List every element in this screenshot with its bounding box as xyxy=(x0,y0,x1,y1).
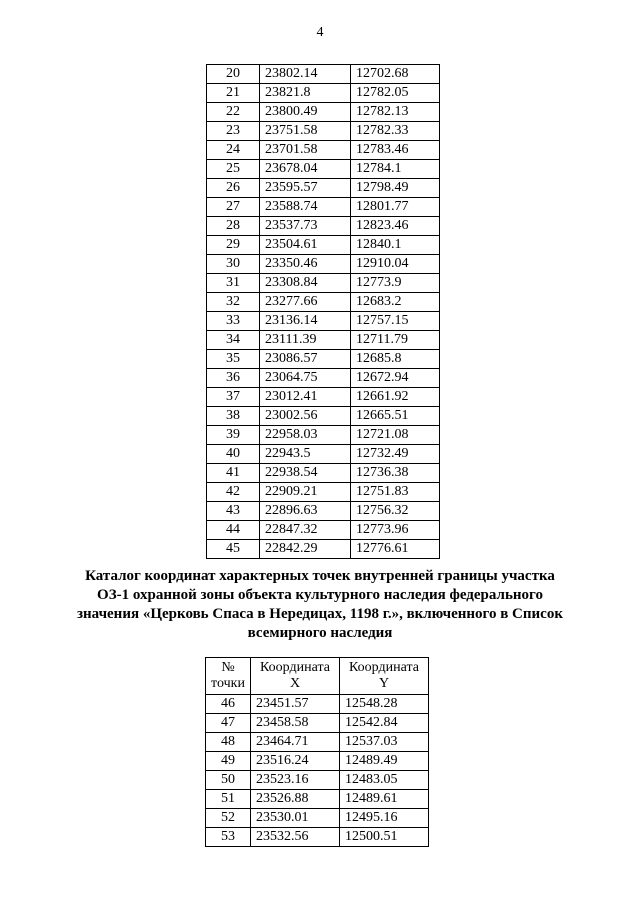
table-row xyxy=(207,179,440,198)
coordinate-y-cell: 12783.46 xyxy=(351,141,440,160)
coordinate-y-cell: 12661.92 xyxy=(351,388,440,407)
point-number-cell: 24 xyxy=(207,141,260,160)
coordinate-x-cell: 23588.74 xyxy=(260,198,351,217)
table-row xyxy=(207,331,440,350)
coordinates-table-continued xyxy=(206,64,440,559)
coordinates-table-body xyxy=(207,65,440,559)
table-row xyxy=(207,255,440,274)
table-header xyxy=(206,658,429,695)
point-number-cell: 32 xyxy=(207,293,260,312)
table-row xyxy=(207,293,440,312)
point-number-cell: 33 xyxy=(207,312,260,331)
table-row xyxy=(206,752,429,771)
point-number-cell: 34 xyxy=(207,331,260,350)
coordinate-y-cell: 12782.05 xyxy=(351,84,440,103)
coordinate-x-cell: 23516.24 xyxy=(251,752,340,771)
coordinate-y-cell: 12736.38 xyxy=(351,464,440,483)
coordinate-x-cell: 23350.46 xyxy=(260,255,351,274)
table-row xyxy=(207,141,440,160)
coordinate-x-cell: 23800.49 xyxy=(260,103,351,122)
table-row xyxy=(207,160,440,179)
coordinate-x-cell: 22909.21 xyxy=(260,483,351,502)
coordinate-y-cell: 12751.83 xyxy=(351,483,440,502)
point-number-cell: 39 xyxy=(207,426,260,445)
coordinate-y-cell: 12782.33 xyxy=(351,122,440,141)
point-number-cell: 49 xyxy=(206,752,251,771)
coordinate-y-cell: 12672.94 xyxy=(351,369,440,388)
table-row xyxy=(207,407,440,426)
coordinate-y-cell: 12798.49 xyxy=(351,179,440,198)
point-number-cell: 36 xyxy=(207,369,260,388)
point-number-cell: 21 xyxy=(207,84,260,103)
point-number-cell: 31 xyxy=(207,274,260,293)
coordinate-y-cell: 12782.13 xyxy=(351,103,440,122)
coordinate-x-cell: 22943.5 xyxy=(260,445,351,464)
coordinate-x-cell: 23012.41 xyxy=(260,388,351,407)
coordinate-y-cell: 12732.49 xyxy=(351,445,440,464)
coordinate-x-cell: 23523.16 xyxy=(251,771,340,790)
point-number-cell: 51 xyxy=(206,790,251,809)
header-coordinate-x: Координата X xyxy=(251,658,340,695)
coordinate-x-cell: 23111.39 xyxy=(260,331,351,350)
coordinate-x-cell: 23136.14 xyxy=(260,312,351,331)
point-number-cell: 38 xyxy=(207,407,260,426)
coordinate-x-cell: 23086.57 xyxy=(260,350,351,369)
point-number-cell: 37 xyxy=(207,388,260,407)
point-number-cell: 47 xyxy=(206,714,251,733)
coordinate-y-cell: 12773.9 xyxy=(351,274,440,293)
coordinate-y-cell: 12483.05 xyxy=(340,771,429,790)
coordinate-y-cell: 12840.1 xyxy=(351,236,440,255)
coordinate-x-cell: 23451.57 xyxy=(251,695,340,714)
coordinate-x-cell: 23802.14 xyxy=(260,65,351,84)
table-row xyxy=(207,217,440,236)
coordinate-y-cell: 12757.15 xyxy=(351,312,440,331)
coordinate-y-cell: 12776.61 xyxy=(351,540,440,559)
header-coordinate-y: Координата Y xyxy=(340,658,429,695)
table-row xyxy=(206,809,429,828)
table-row xyxy=(207,84,440,103)
header-row xyxy=(206,658,429,695)
coordinate-x-cell: 23504.61 xyxy=(260,236,351,255)
coordinate-y-cell: 12773.96 xyxy=(351,521,440,540)
coordinate-y-cell: 12702.68 xyxy=(351,65,440,84)
table-row xyxy=(206,733,429,752)
point-number-cell: 52 xyxy=(206,809,251,828)
point-number-cell: 45 xyxy=(207,540,260,559)
table-row xyxy=(207,65,440,84)
table-row xyxy=(207,350,440,369)
point-number-cell: 27 xyxy=(207,198,260,217)
coordinate-y-cell: 12711.79 xyxy=(351,331,440,350)
catalog-heading xyxy=(60,567,580,643)
coordinate-x-cell: 22938.54 xyxy=(260,464,351,483)
heading-line: значения «Церковь Спаса в Нередицах, 1198 г.», включенного в Список xyxy=(77,606,563,622)
coordinate-y-cell: 12784.1 xyxy=(351,160,440,179)
coordinate-x-cell: 23002.56 xyxy=(260,407,351,426)
coordinate-x-cell: 23751.58 xyxy=(260,122,351,141)
point-number-cell: 44 xyxy=(207,521,260,540)
point-number-cell: 35 xyxy=(207,350,260,369)
coordinate-x-cell: 23701.58 xyxy=(260,141,351,160)
heading-line: всемирного наследия xyxy=(247,625,393,641)
coordinate-x-cell: 23064.75 xyxy=(260,369,351,388)
table-row xyxy=(207,540,440,559)
point-number-cell: 43 xyxy=(207,502,260,521)
coordinate-y-cell: 12489.61 xyxy=(340,790,429,809)
point-number-cell: 42 xyxy=(207,483,260,502)
coordinate-y-cell: 12721.08 xyxy=(351,426,440,445)
coordinate-x-cell: 23464.71 xyxy=(251,733,340,752)
point-number-cell: 40 xyxy=(207,445,260,464)
point-number-cell: 41 xyxy=(207,464,260,483)
coordinate-x-cell: 23678.04 xyxy=(260,160,351,179)
coordinates-table-inner-boundary xyxy=(205,657,429,847)
table-row xyxy=(207,483,440,502)
coordinate-y-cell: 12500.51 xyxy=(340,828,429,847)
coordinate-x-cell: 23821.8 xyxy=(260,84,351,103)
table-row xyxy=(206,695,429,714)
point-number-cell: 23 xyxy=(207,122,260,141)
point-number-cell: 53 xyxy=(206,828,251,847)
table-row xyxy=(207,464,440,483)
table-row xyxy=(207,236,440,255)
coordinate-y-cell: 12495.16 xyxy=(340,809,429,828)
coordinate-x-cell: 23308.84 xyxy=(260,274,351,293)
table-row xyxy=(206,771,429,790)
coordinate-x-cell: 22958.03 xyxy=(260,426,351,445)
table-row xyxy=(206,790,429,809)
table-row xyxy=(206,828,429,847)
coordinate-x-cell: 23532.56 xyxy=(251,828,340,847)
coordinate-y-cell: 12489.49 xyxy=(340,752,429,771)
point-number-cell: 28 xyxy=(207,217,260,236)
coordinate-x-cell: 23530.01 xyxy=(251,809,340,828)
point-number-cell: 48 xyxy=(206,733,251,752)
point-number-cell: 30 xyxy=(207,255,260,274)
coordinate-y-cell: 12685.8 xyxy=(351,350,440,369)
header-point-number: № точки xyxy=(206,658,251,695)
point-number-cell: 46 xyxy=(206,695,251,714)
coordinate-y-cell: 12910.04 xyxy=(351,255,440,274)
coordinate-x-cell: 22842.29 xyxy=(260,540,351,559)
table-row xyxy=(207,198,440,217)
table-row xyxy=(207,426,440,445)
table-row xyxy=(207,369,440,388)
coordinate-y-cell: 12665.51 xyxy=(351,407,440,426)
table-row xyxy=(207,122,440,141)
coordinate-x-cell: 23537.73 xyxy=(260,217,351,236)
page-number: 4 xyxy=(316,25,324,40)
coordinate-y-cell: 12756.32 xyxy=(351,502,440,521)
coordinate-x-cell: 23458.58 xyxy=(251,714,340,733)
point-number-cell: 20 xyxy=(207,65,260,84)
coordinate-x-cell: 22896.63 xyxy=(260,502,351,521)
coordinate-x-cell: 23595.57 xyxy=(260,179,351,198)
coordinate-y-cell: 12683.2 xyxy=(351,293,440,312)
table-row xyxy=(206,714,429,733)
coordinate-y-cell: 12823.46 xyxy=(351,217,440,236)
heading-line: Каталог координат характерных точек внутренней границы участка xyxy=(85,568,555,584)
coordinate-x-cell: 23277.66 xyxy=(260,293,351,312)
point-number-cell: 25 xyxy=(207,160,260,179)
point-number-cell: 26 xyxy=(207,179,260,198)
coordinates-table-body xyxy=(206,695,429,847)
coordinate-y-cell: 12548.28 xyxy=(340,695,429,714)
point-number-cell: 29 xyxy=(207,236,260,255)
table-row xyxy=(207,502,440,521)
point-number-cell: 50 xyxy=(206,771,251,790)
table-row xyxy=(207,521,440,540)
coordinate-x-cell: 23526.88 xyxy=(251,790,340,809)
coordinate-x-cell: 22847.32 xyxy=(260,521,351,540)
point-number-cell: 22 xyxy=(207,103,260,122)
table-row xyxy=(207,274,440,293)
table-row xyxy=(207,388,440,407)
table-row xyxy=(207,312,440,331)
coordinate-y-cell: 12537.03 xyxy=(340,733,429,752)
table-row xyxy=(207,445,440,464)
coordinate-y-cell: 12801.77 xyxy=(351,198,440,217)
table-row xyxy=(207,103,440,122)
coordinate-y-cell: 12542.84 xyxy=(340,714,429,733)
heading-line: ОЗ-1 охранной зоны объекта культурного наследия федерального xyxy=(97,587,543,603)
